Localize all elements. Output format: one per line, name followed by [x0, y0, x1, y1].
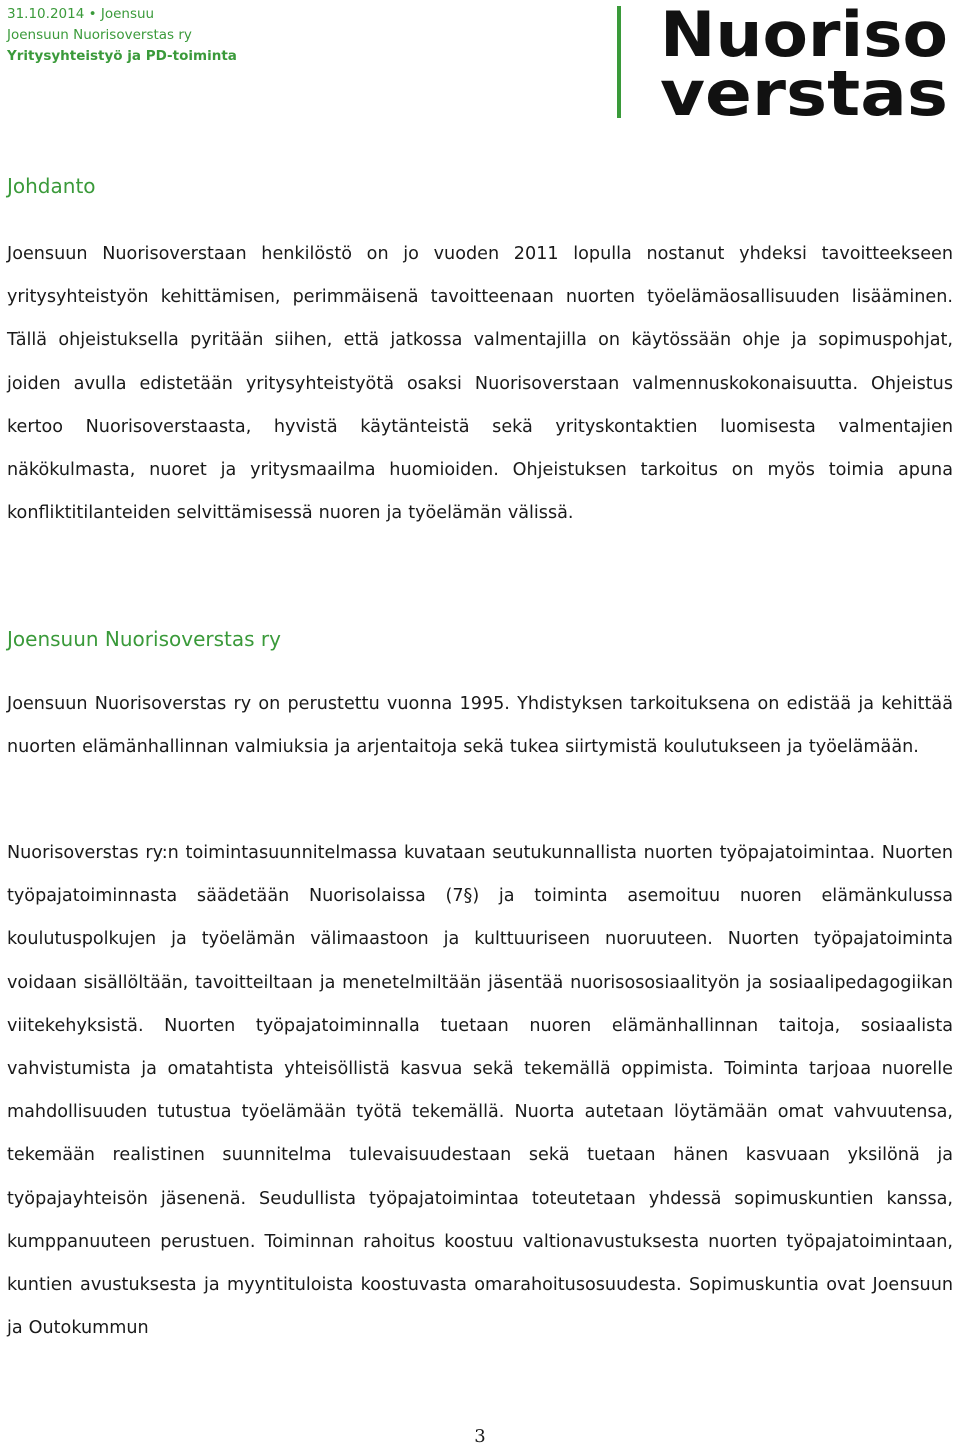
workshop-paragraph: Nuorisoverstas ry:n toimintasuunnitelmassa kuvataan seutukunnallista nuorten työpajatoimintaa. Nuorten työpajatoiminnasta säädetään Nuorisolaissa (7§) ja toiminta asemoituu nuoren elämänkulussa koulutuspolkujen ja työelämän välimaastoon ja kulttuuriseen nuoruuteen. Nuorten työpajatoiminta voidaan sisällöltään, tavoitteiltaan ja menetelmiltään jäsentää nuorisososiaalityön ja sosiaalipedagogiikan viitekehyksistä. Nuorten työpajatoiminnalla tuetaan nuoren elämänhallinnan taitoja, sosiaalista vahvistumista ja omatahtista yhteisöllistä kasvua sekä tekemällä oppimista. Toiminta tarjoaa nuorelle mahdollisuuden tutustua työelämään työtä tekemällä. Nuorta autetaan löytämään omat vahvuutensa, tekemään realistinen suunnitelma tulevaisuudestaan sekä tuetaan hänen kasvuaan yksilönä ja työpajayhteisön jäsenenä. Seudullista työpajatoimintaa toteutetaan yhdessä sopimuskuntien kanssa, kumppanuuteen perustuen. Toiminnan rahoitus koostuu valtionavustuksesta nuorten työpajatoimintaan, kuntien avustuksesta ja myyntituloista koostuvasta omarahoitusosuudesta. Sopimuskuntia ovat Joensuun ja Outokummun — [7, 843, 953, 1339]
header-organization: Joensuun Nuorisoverstas ry — [7, 27, 192, 43]
header-document-title: Yritysyhteistyö ja PD-toiminta — [7, 48, 237, 64]
nuorisoverstas-logo — [658, 2, 950, 120]
logo-word-verstas: verstas — [660, 57, 948, 120]
logo-divider — [617, 6, 621, 118]
section-title-organization: Joensuun Nuorisoverstas ry — [7, 627, 281, 651]
header-date-location: 31.10.2014 • Joensuu — [7, 6, 155, 22]
document-header — [7, 4, 237, 67]
intro-paragraph: Joensuun Nuorisoverstaan henkilöstö on jo vuoden 2011 lopulla nostanut yhdeksi tavoitteekseen yritysyhteistyön kehittämisen, perimmäisenä tavoitteenaan nuorten työelämäosallisuuden lisääminen. Tällä ohjeistuksella pyritään siihen, että jatkossa valmentajilla on käytössään ohje ja sopimuspohjat, joiden avulla edistetään yritysyhteistyötä osaksi Nuorisoverstaan valmennuskokonaisuutta. Ohjeistus kertoo Nuorisoverstaasta, hyvistä käytänteistä sekä yrityskontaktien luomisesta valmentajien näkökulmasta, nuoret ja yritysmaailma huomioiden. Ohjeistuksen tarkoitus on myös toimia apuna konfliktitilanteiden selvittämisessä nuoren ja työelämän välissä. — [7, 244, 953, 524]
organization-paragraph: Joensuun Nuorisoverstas ry on perustettu vuonna 1995. Yhdistyksen tarkoituksena on edistää ja kehittää nuorten elämänhallinnan valmiuksia ja arjentaitoja sekä tukea siirtymistä koulutukseen ja työelämään. — [7, 694, 953, 758]
section-title-johdanto: Johdanto — [7, 174, 96, 198]
page-number: 3 — [474, 1426, 486, 1447]
logo-word-nuoriso: Nuoriso — [660, 2, 948, 71]
